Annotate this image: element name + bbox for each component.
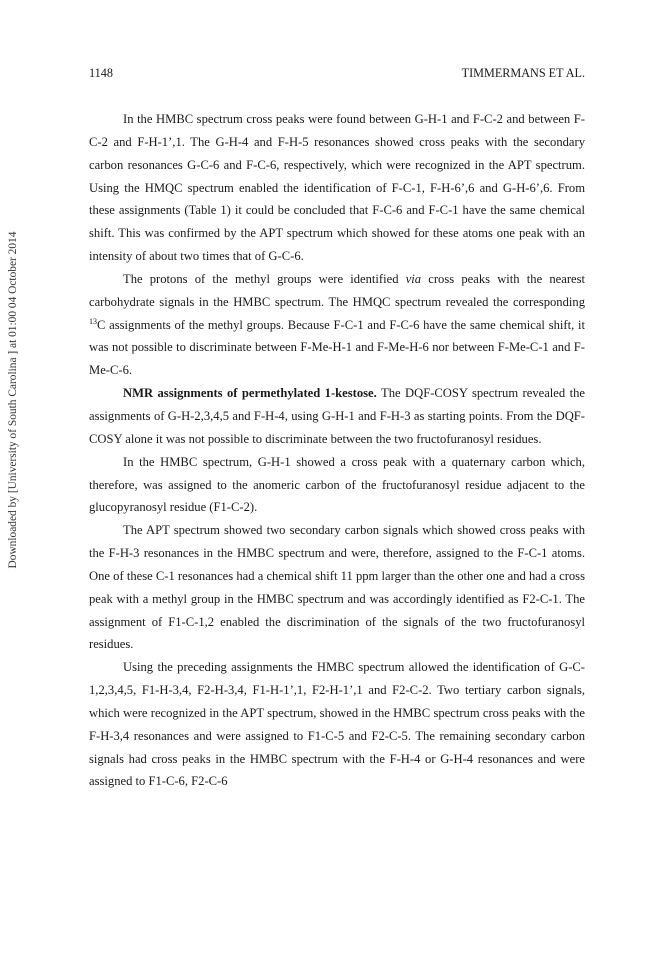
section-heading: NMR assignments of permethylated 1-kestose. [123, 386, 377, 401]
paragraph-1: In the HMBC spectrum cross peaks were found between G-H-1 and F-C-2 and between F-C-2 and F-H-1’,1. The G-H-4 and F-H-5 resonances showed cross peaks with the secondary carbon resonances G-C-6 and F-C-6, respectively, which were recognized in the APT spectrum. Using the HMQC spectrum enabled the identification of F-C-1, F-H-6’,6 and G-H-6’,6. From these assignments (Table 1) it could be concluded that F-C-6 and F-C-1 have the same chemical shift. This was confirmed by the APT spectrum which showed for these atoms one peak with an intensity of about two times that of G-C-6. [89, 112, 585, 264]
paragraph-5: The APT spectrum showed two secondary carbon signals which showed cross peaks with the F-H-3 resonances in the HMBC spectrum and were, therefore, assigned to the F-C-1 atoms. One of these C-1 resonances had a chemical shift 11 ppm larger than the other one and had a cross peak with a methyl group in the HMBC spectrum and was accordingly identified as F2-C-1. The assignment of F1-C-1,2 enabled the discrimination of the signals of the two fructofuranosyl residues. [89, 523, 585, 652]
running-title: TIMMERMANS ET AL. [461, 66, 585, 80]
page-number: 1148 [89, 66, 113, 80]
running-header [89, 66, 585, 81]
paragraph-2-part-1: The protons of the methyl groups were identified [123, 271, 406, 286]
paragraph-3-text: The DQF-COSY spectrum revealed the assignments of G-H-2,3,4,5 and F-H-4, using G-H-1 and F-H-3 as starting points. From the DQF-COSY alone it was not possible to discriminate between the two fructofuranosyl residues. [89, 386, 585, 446]
paragraph-3 [89, 382, 585, 451]
paragraph-4: In the HMBC spectrum, G-H-1 showed a cross peak with a quaternary carbon which, therefore, was assigned to the anomeric carbon of the fructofuranosyl residue adjacent to the glucopyranosyl residue (F1-C-2). [89, 454, 585, 515]
paragraph-2-italic: via [405, 271, 422, 286]
download-watermark [4, 120, 22, 680]
isotope-superscript: 13 [89, 316, 97, 326]
paragraph-2-part-2: cross peaks with the nearest carbohydrate signals in the HMBC spectrum. The HMQC spectrum revealed the corresponding [89, 271, 586, 309]
paragraph-2-part-3: C assignments of the methyl groups. Because F-C-1 and F-C-6 have the same chemical shift, it was not possible to discriminate between F-Me-H-1 and F-Me-H-6 nor between F-Me-C-1 and F-Me-C-6. [89, 317, 585, 378]
download-note-text: Downloaded by [University of South Carolina ] at 01:00 04 October 2014 [7, 231, 19, 569]
paragraph-6: Using the preceding assignments the HMBC spectrum allowed the identification of G-C-1,2,3,4,5, F1-H-3,4, F2-H-3,4, F1-H-1’,1, F2-H-1’,1 and F2-C-2. Two tertiary carbon signals, which were recognized in the APT spectrum, showed in the HMBC spectrum cross peaks with the F-H-3,4 resonances and were assigned to F1-C-5 and F2-C-5. The remaining secondary carbon signals had cross peaks in the HMBC spectrum with the F-H-4 or G-H-4 resonances and were assigned to F1-C-6, F2-C-6 [89, 660, 585, 789]
paragraph-2 [89, 268, 585, 382]
article-body [89, 108, 585, 793]
